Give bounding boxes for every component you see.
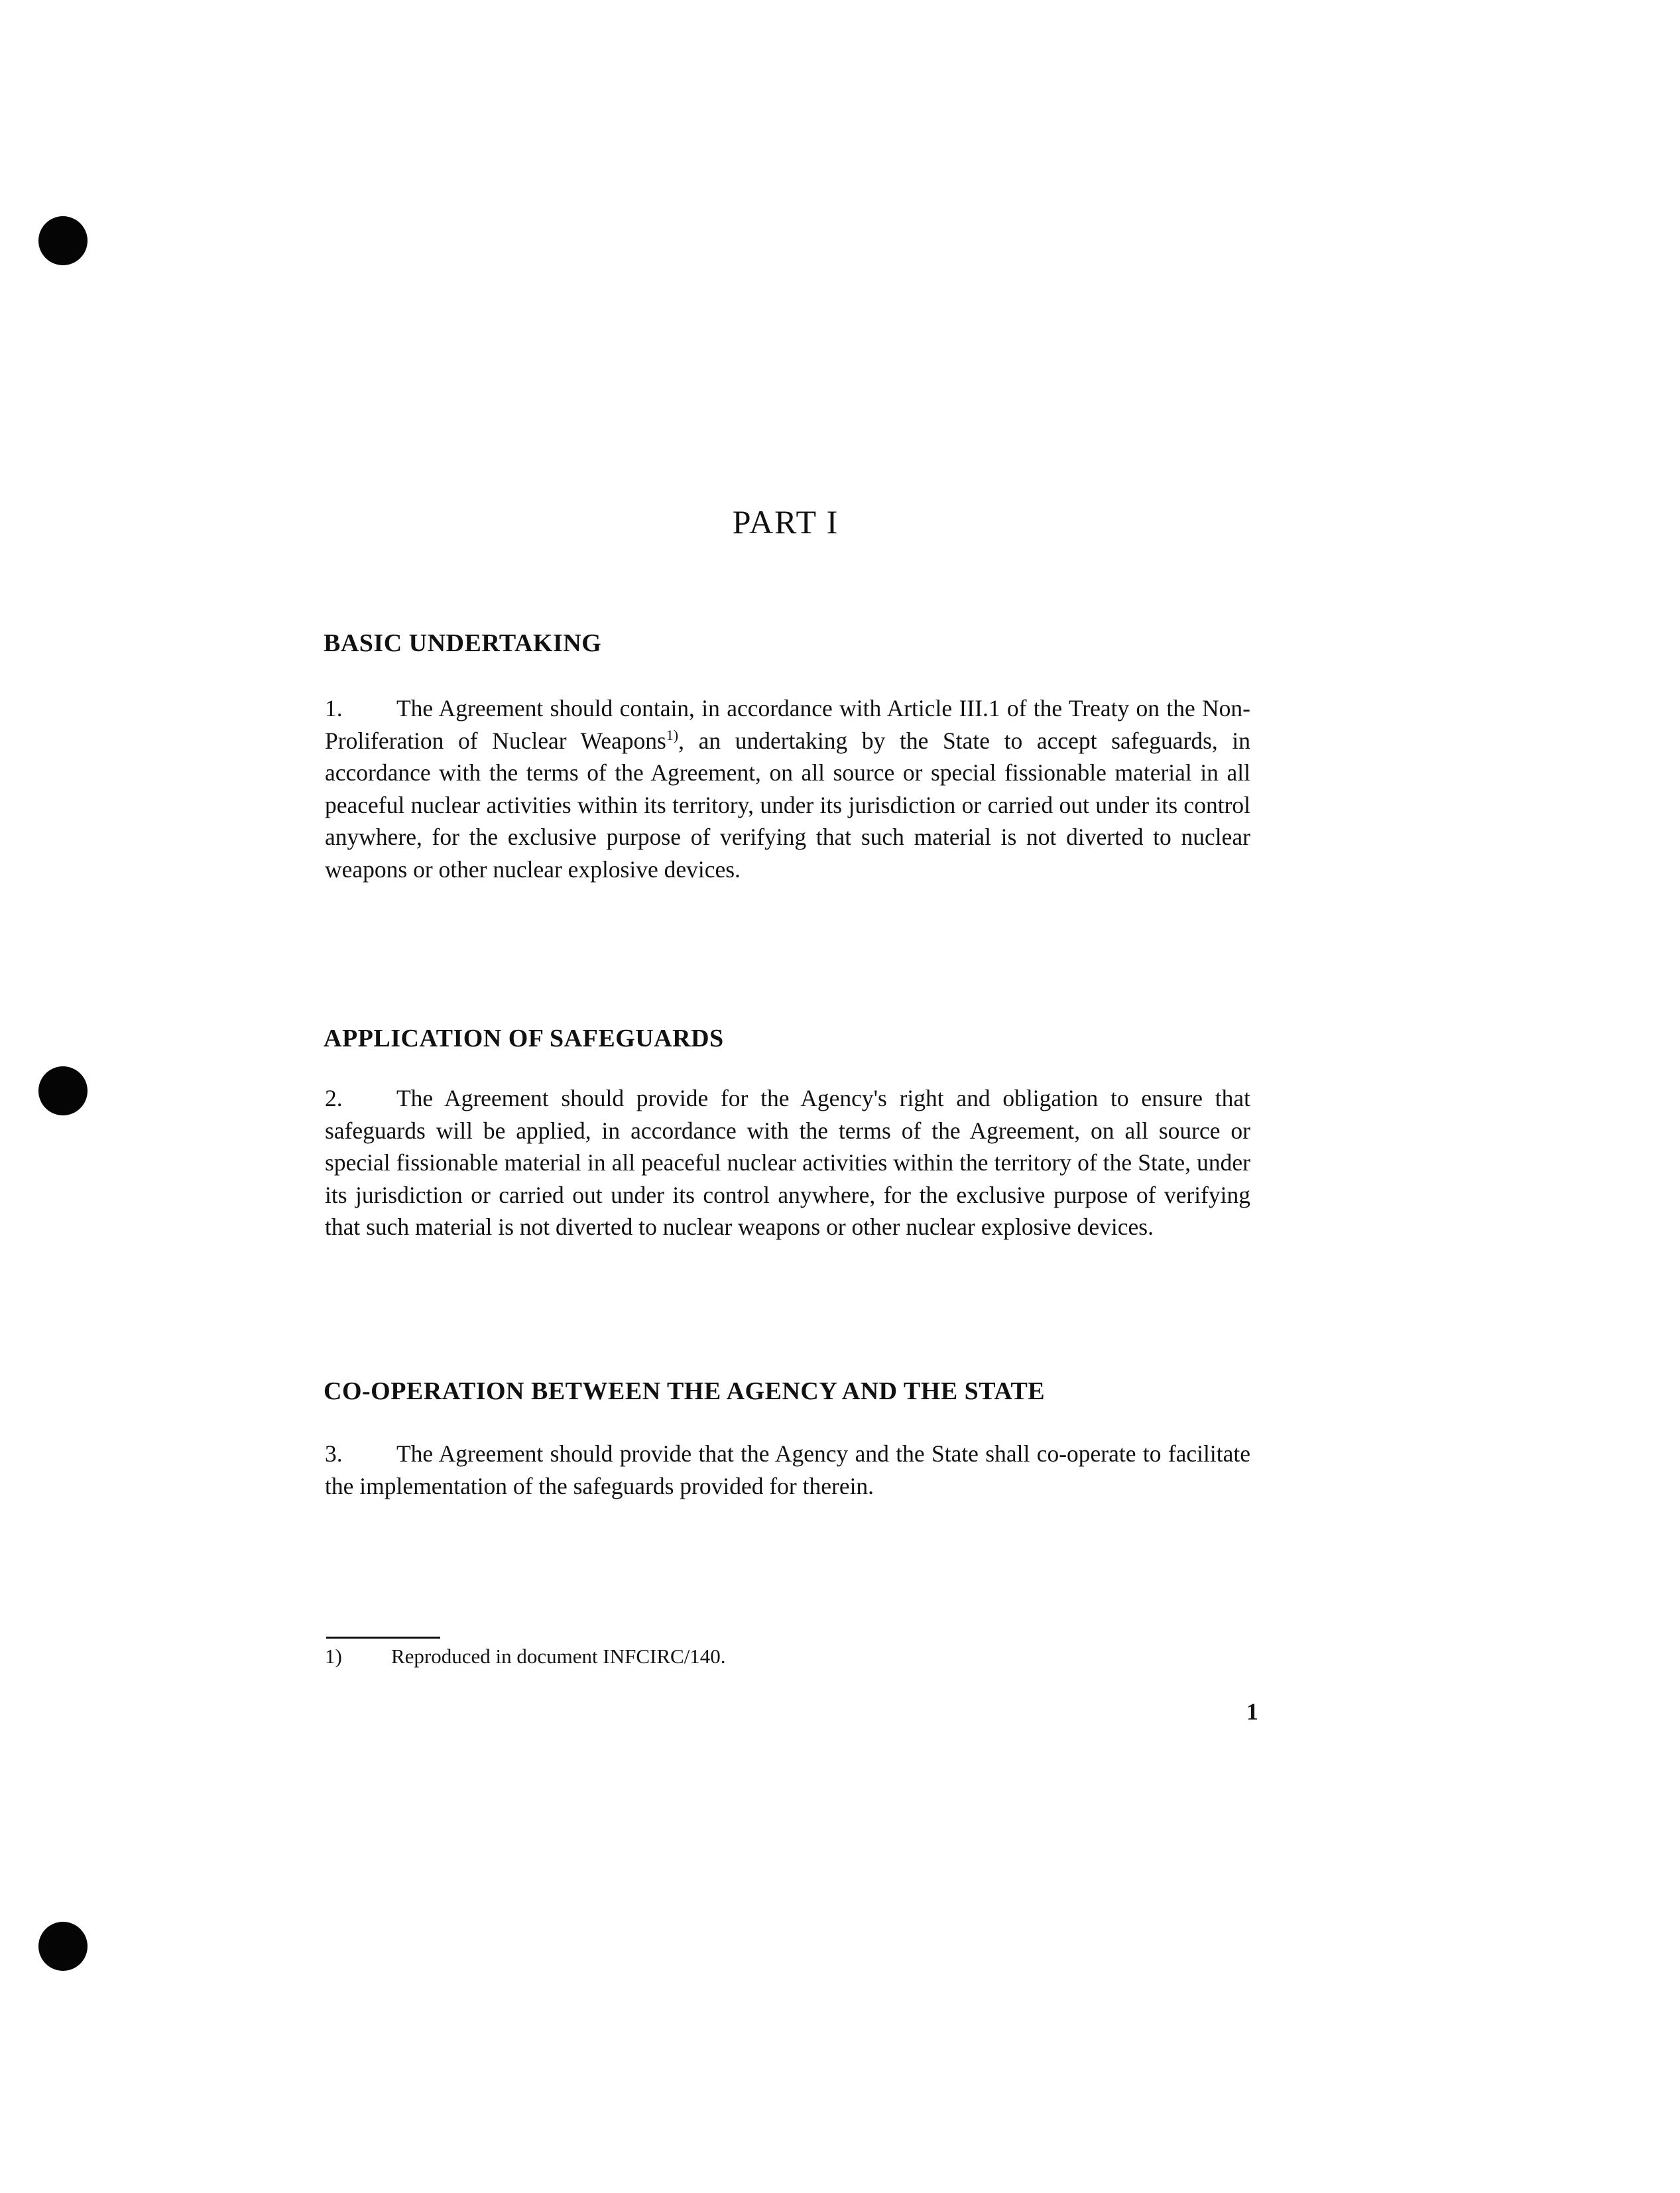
paragraph-text: The Agreement should provide for the Agency's right and obligation to ensure that safeguards will be applied, in accordance with the terms of the Agreement, on all source or special fissionable material in all peaceful nuclear activities within the territory of the State, under its jurisdiction or carried out under its control anywhere, for the exclusive purpose of verifying that such material is not diverted to nuclear weapons or other nuclear explosive devices. [325, 1085, 1250, 1240]
paragraph-2 [325, 1082, 1250, 1243]
paragraph-text-continued: , an undertaking by the State to accept safeguards, in accordance with the terms of the Agreement, on all source or special fissionable material in all peaceful nuclear activities within its territory, under its jurisdiction or carried out under its control anywhere, for the exclusive purpose of verifying that such material is not diverted to nuclear weapons or other nuclear explosive devices. [325, 727, 1250, 883]
paragraph-1 [325, 692, 1250, 885]
punch-hole-bottom [38, 1922, 88, 1971]
footnote [325, 1645, 726, 1668]
footnote-reference: 1) [666, 726, 679, 743]
section-heading-basic-undertaking: BASIC UNDERTAKING [324, 629, 602, 657]
paragraph-text: The Agreement should provide that the Agency and the State shall co-operate to facilitate the implementation of the safeguards provided for therein. [325, 1440, 1250, 1499]
punch-hole-top [38, 216, 88, 265]
paragraph-3 [325, 1438, 1250, 1502]
section-heading-application-of-safeguards: APPLICATION OF SAFEGUARDS [324, 1025, 724, 1052]
footnote-divider [326, 1637, 440, 1639]
part-title: PART I [732, 503, 839, 540]
paragraph-number: 3. [325, 1440, 343, 1467]
paragraph-number: 1. [325, 695, 343, 721]
footnote-text: Reproduced in document INFCIRC/140. [391, 1645, 726, 1668]
page-number: 1 [1246, 1698, 1258, 1725]
paragraph-number: 2. [325, 1085, 343, 1111]
paragraph-text: The Agreement should contain, in accordance with Article III.1 of the Treaty on the Non-Proliferation of Nuclear Weapons [325, 695, 1250, 754]
footnote-marker: 1) [325, 1645, 342, 1668]
punch-hole-middle [38, 1066, 88, 1115]
section-heading-co-operation: CO-OPERATION BETWEEN THE AGENCY AND THE STATE [324, 1377, 1046, 1405]
